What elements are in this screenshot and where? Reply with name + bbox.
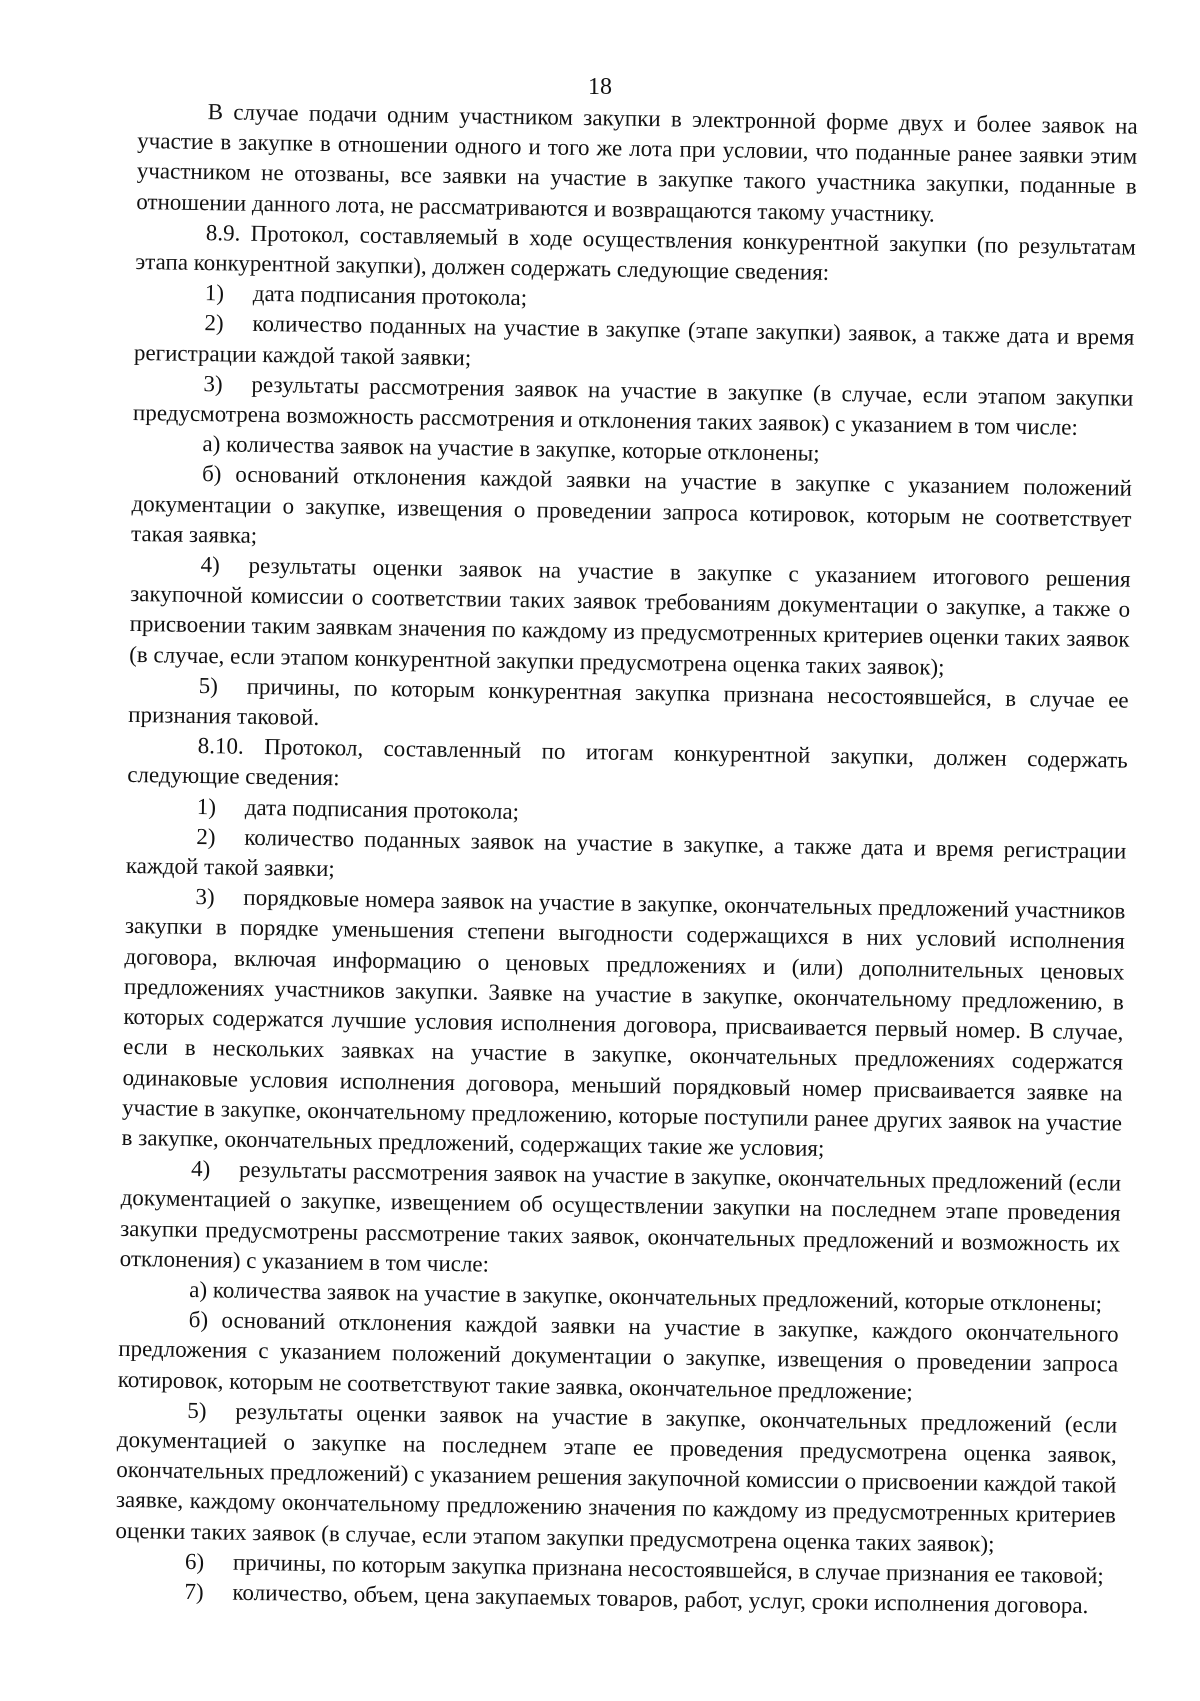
paragraph: 8.10. Протокол, составленный по итогам конкурентной закупки, должен содержать следующие сведения: bbox=[127, 733, 1128, 791]
numbered-item bbox=[121, 881, 1125, 1169]
item-number: 2) bbox=[204, 310, 224, 336]
item-number: 1) bbox=[196, 793, 217, 819]
item-text: количество поданных на участие в закупке (этапе закупки) заявок, а также дата и время регистрации каждой такой заявки; bbox=[133, 311, 1135, 370]
paragraph: В случае подачи одним участником закупки в электронной форме двух и более заявок на участие в закупке в отношении одного и того же лота при условии, что поданные ранее заявки этим участником не отозваны, все заявки на участие в закупке такого участника закупки, поданные в отношении данного лота, не рассматриваются и возвращаются такому участнику. bbox=[136, 99, 1138, 227]
item-text: результаты рассмотрения заявок на участие в закупке (в случае, если этапом закупки предусмотрена возможность рассмотрения и отклонения таких заявок) с указанием в том числе: bbox=[132, 371, 1134, 440]
item-number: 1) bbox=[204, 280, 225, 306]
item-number: 3) bbox=[203, 370, 223, 397]
item-number: 5) bbox=[198, 672, 219, 699]
item-text: результаты рассмотрения заявок на участие в закупке, окончательных предложений (если документацией о закупке, извещением об осуществлении закупки на последнем этапе проведения закупки предусмотрены рассмотрение таких заявок, окончательных предложений и возможность их отклонения) с указанием в том числе: bbox=[119, 1156, 1122, 1277]
item-number: 4) bbox=[200, 552, 221, 578]
sub-item: б) оснований отклонения каждой заявки на участие в закупке, каждого окончательного предложения с указанием положений документации о закупке, извещения о проведении запроса котировок, которым не соответствуют такие заявка, окончательное предложение; bbox=[117, 1307, 1119, 1404]
sub-item: а) количества заявок на участие в закупке, которые отклонены; bbox=[202, 431, 820, 466]
item-text: дата подписания протокола; bbox=[252, 281, 528, 311]
item-text: причины, по которым закупка признана несостоявшейся, в случае признания ее таковой; bbox=[232, 1549, 1104, 1589]
item-number: 4) bbox=[190, 1156, 211, 1182]
page-number: 18 bbox=[588, 74, 612, 100]
item-number: 5) bbox=[187, 1397, 207, 1423]
sub-item: б) оснований отклонения каждой заявки на участие в закупке с указанием положений документации о закупке, извещения о проведении запроса котировок, которым не соответствует такая заявка; bbox=[130, 461, 1133, 548]
item-number: 3) bbox=[195, 884, 215, 910]
numbered-item bbox=[119, 1153, 1121, 1290]
document-body bbox=[114, 96, 1138, 1622]
item-text: количество поданных заявок на участие в закупке, а также дата и время регистрации каждой такой заявки; bbox=[125, 824, 1127, 882]
item-text: количество, объем, цена закупаемых товаров, работ, услуг, сроки исполнения договора. bbox=[232, 1579, 1089, 1619]
item-text: результаты оценки заявок на участие в закупке, окончательных предложений (если документацией о закупке на последнем этапе ее проведения предусмотрена оценка заявок, окончательных предложений) с указанием решения закупочной комиссии о присвоении каждой такой заявке, каждому окончательному предложению значения по каждому из предусмотренных критериев оценки таких заявок (в случае, если этапом закупки предусмотрена оценка таких заявок); bbox=[115, 1398, 1118, 1557]
item-number: 2) bbox=[196, 823, 216, 850]
sub-item: а) количества заявок на участие в закупке, окончательных предложений, которые отклонены; bbox=[189, 1276, 1103, 1317]
item-text: результаты оценки заявок на участие в закупке с указанием итогового решения закупочной комиссии о соответствии таких заявок требованиям документации о закупке, а также о присвоении таким заявкам значения по каждому из предусмотренных критериев оценки таких заявок (в случае, если этапом конкурентной закупки предусмотрена оценка таких заявок); bbox=[129, 552, 1131, 680]
item-text: причины, по которым конкурентная закупка признана несостоявшейся, в случае ее признания таковой. bbox=[128, 673, 1129, 730]
item-number: 6) bbox=[184, 1548, 205, 1574]
numbered-item bbox=[115, 1395, 1117, 1562]
numbered-item bbox=[129, 549, 1131, 686]
item-number: 7) bbox=[184, 1578, 204, 1605]
item-text: дата подписания протокола; bbox=[244, 794, 520, 824]
paragraph: 8.9. Протокол, составляемый в ходе осуществления конкурентной закупки (по результатам этапа конкурентной закупки), должен содержать следующие сведения: bbox=[135, 219, 1136, 285]
item-text: порядковые номера заявок на участие в закупке, окончательных предложений участников закупки в порядке уменьшения степени выгодности содержащихся в них условий исполнения договора, включая информацию о ценовых предложениях и (или) дополнительных ценовых предложениях участников закупки. Заявке на участие в закупке, окончательному предложению, в которых содержатся лучшие условия исполнения договора, присваивается первый номер. В случае, если в нескольких заявках на участие в закупке, окончательных предложениях содержатся одинаковые условия исполнения договора, меньший порядковый номер присваивается заявке на участие в закупке, окончательному предложению, которые поступили ранее других заявок на участие в закупке, окончательных предложений, содержащих такие же условия; bbox=[121, 885, 1126, 1161]
